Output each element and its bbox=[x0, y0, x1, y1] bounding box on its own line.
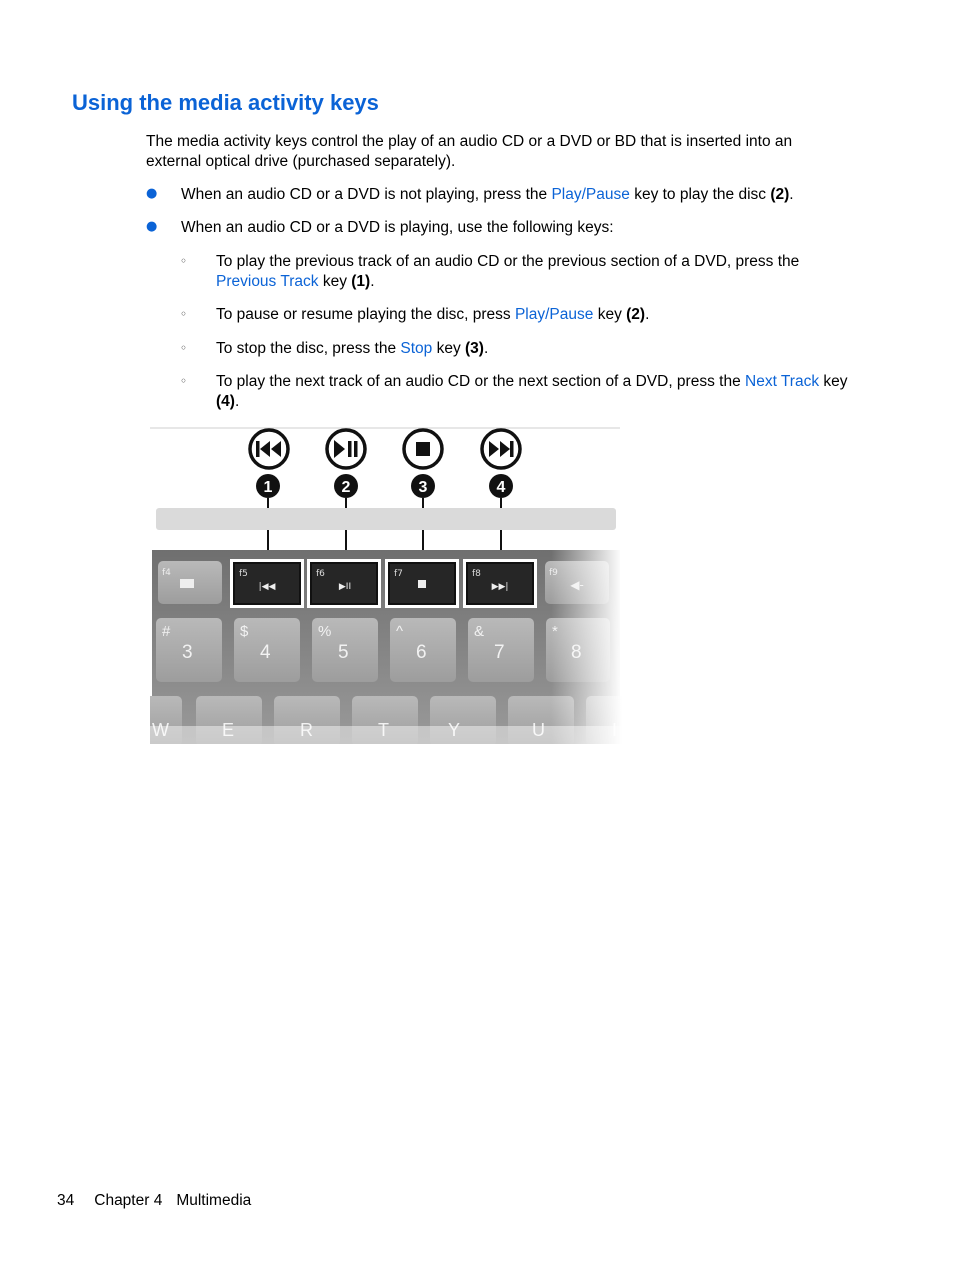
sub-item-previous-track: To play the previous track of an audio CD or the previous section of a DVD, press the Previous Track key (1). bbox=[216, 253, 800, 290]
sub-bullet-marker: ◦ bbox=[180, 341, 188, 355]
svg-text:1: 1 bbox=[263, 479, 273, 496]
stop-link[interactable]: Stop bbox=[400, 340, 433, 357]
chapter-label: Chapter 4 bbox=[94, 1192, 163, 1209]
page-footer bbox=[57, 1192, 251, 1210]
sub-item-next-track: To play the next track of an audio CD or the next section of a DVD, press the Next Track key (4). bbox=[216, 373, 848, 410]
sub-item-stop: To stop the disc, press the Stop key (3). bbox=[216, 340, 489, 357]
play-pause-link[interactable]: Play/Pause bbox=[551, 186, 630, 203]
next-track-link[interactable]: Next Track bbox=[745, 373, 820, 390]
sub-bullet-marker: ◦ bbox=[180, 374, 188, 388]
play-pause-link[interactable]: Play/Pause bbox=[514, 306, 594, 323]
svg-text:2: 2 bbox=[341, 479, 351, 496]
bullet-item-playing: When an audio CD or a DVD is playing, use the following keys: bbox=[181, 219, 614, 236]
stop-icon bbox=[404, 430, 442, 468]
sub-bullet-marker: ◦ bbox=[180, 307, 188, 321]
svg-text:4: 4 bbox=[496, 479, 506, 496]
sub-bullet-marker: ◦ bbox=[180, 254, 188, 268]
chapter-title: Multimedia bbox=[176, 1192, 252, 1209]
section-heading: Using the media activity keys bbox=[72, 90, 379, 115]
previous-track-icon bbox=[250, 430, 288, 468]
media-keys-illustration bbox=[150, 426, 622, 744]
sub-item-play-pause: To pause or resume playing the disc, press Play/Pause key (2). bbox=[216, 306, 650, 323]
bullet-item-not-playing: When an audio CD or a DVD is not playing, press the Play/Pause key to play the disc (2). bbox=[181, 186, 794, 203]
next-track-icon bbox=[482, 430, 520, 468]
svg-text:3: 3 bbox=[418, 479, 428, 496]
bullet-marker: ● bbox=[146, 186, 158, 201]
intro-paragraph: The media activity keys control the play of an audio CD or a DVD or BD that is inserted into an external optical drive (purchased separately). bbox=[146, 133, 793, 170]
bullet-marker: ● bbox=[146, 219, 158, 234]
page-number: 34 bbox=[57, 1192, 75, 1209]
previous-track-link[interactable]: Previous Track bbox=[216, 272, 319, 290]
play-pause-icon bbox=[327, 430, 365, 468]
